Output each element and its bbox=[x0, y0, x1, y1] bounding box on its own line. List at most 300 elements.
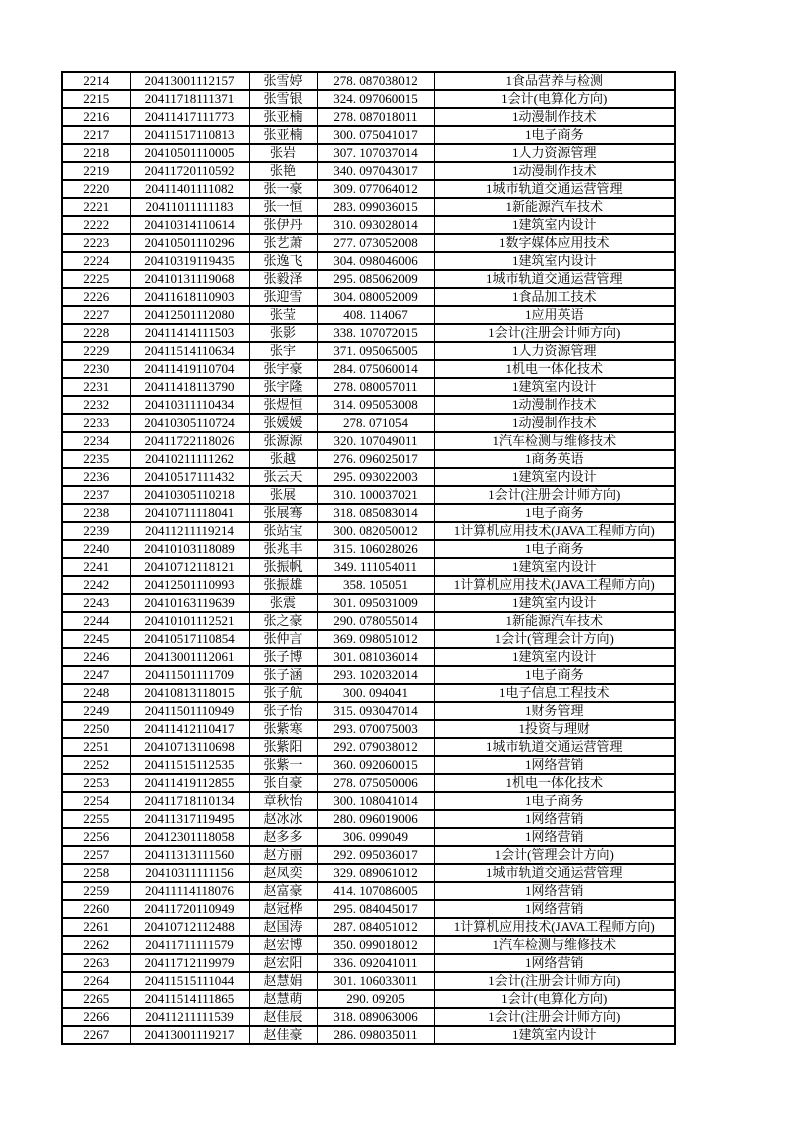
cell-exam-number: 20411514111865 bbox=[130, 990, 249, 1008]
cell-seq: 2214 bbox=[62, 72, 130, 90]
cell-major: 1网络营销 bbox=[434, 882, 675, 900]
cell-major: 1投资与理财 bbox=[434, 720, 675, 738]
table-row bbox=[62, 450, 675, 468]
cell-exam-number: 20411517110813 bbox=[130, 126, 249, 144]
cell-seq: 2242 bbox=[62, 576, 130, 594]
cell-exam-number: 20411722118026 bbox=[130, 432, 249, 450]
cell-score: 293. 070075003 bbox=[317, 720, 434, 738]
cell-major: 1会计(注册会计师方向) bbox=[434, 972, 675, 990]
cell-score: 301. 095031009 bbox=[317, 594, 434, 612]
table-row bbox=[62, 828, 675, 846]
cell-score: 307. 107037014 bbox=[317, 144, 434, 162]
cell-score: 286. 098035011 bbox=[317, 1026, 434, 1044]
cell-exam-number: 20411419110704 bbox=[130, 360, 249, 378]
cell-student-name: 张子博 bbox=[249, 648, 317, 666]
cell-student-name: 张亚楠 bbox=[249, 108, 317, 126]
cell-student-name: 张紫一 bbox=[249, 756, 317, 774]
cell-seq: 2216 bbox=[62, 108, 130, 126]
table-row bbox=[62, 738, 675, 756]
cell-major: 1会计(电算化方向) bbox=[434, 990, 675, 1008]
table-row bbox=[62, 486, 675, 504]
cell-score: 276. 096025017 bbox=[317, 450, 434, 468]
cell-score: 290. 09205 bbox=[317, 990, 434, 1008]
cell-score: 324. 097060015 bbox=[317, 90, 434, 108]
cell-major: 1动漫制作技术 bbox=[434, 162, 675, 180]
cell-seq: 2264 bbox=[62, 972, 130, 990]
cell-student-name: 张仲言 bbox=[249, 630, 317, 648]
cell-exam-number: 20410319119435 bbox=[130, 252, 249, 270]
cell-score: 309. 077064012 bbox=[317, 180, 434, 198]
table-row bbox=[62, 900, 675, 918]
cell-score: 320. 107049011 bbox=[317, 432, 434, 450]
cell-exam-number: 20411720110949 bbox=[130, 900, 249, 918]
cell-seq: 2263 bbox=[62, 954, 130, 972]
cell-seq: 2232 bbox=[62, 396, 130, 414]
table-row bbox=[62, 846, 675, 864]
table-row bbox=[62, 234, 675, 252]
cell-exam-number: 20410305110218 bbox=[130, 486, 249, 504]
cell-seq: 2215 bbox=[62, 90, 130, 108]
cell-major: 1建筑室内设计 bbox=[434, 594, 675, 612]
cell-student-name: 赵宏博 bbox=[249, 936, 317, 954]
cell-student-name: 张宇 bbox=[249, 342, 317, 360]
table-row bbox=[62, 810, 675, 828]
cell-major: 1财务管理 bbox=[434, 702, 675, 720]
cell-student-name: 张迎雪 bbox=[249, 288, 317, 306]
cell-student-name: 张紫寒 bbox=[249, 720, 317, 738]
table-row bbox=[62, 324, 675, 342]
cell-student-name: 赵多多 bbox=[249, 828, 317, 846]
table-row bbox=[62, 540, 675, 558]
cell-score: 295. 085062009 bbox=[317, 270, 434, 288]
cell-major: 1食品加工技术 bbox=[434, 288, 675, 306]
cell-major: 1网络营销 bbox=[434, 954, 675, 972]
table-row bbox=[62, 684, 675, 702]
cell-seq: 2245 bbox=[62, 630, 130, 648]
cell-student-name: 张兆丰 bbox=[249, 540, 317, 558]
table-row bbox=[62, 558, 675, 576]
cell-student-name: 张一豪 bbox=[249, 180, 317, 198]
cell-exam-number: 20411011111183 bbox=[130, 198, 249, 216]
cell-seq: 2230 bbox=[62, 360, 130, 378]
cell-exam-number: 20410311110434 bbox=[130, 396, 249, 414]
cell-score: 278. 080057011 bbox=[317, 378, 434, 396]
cell-seq: 2260 bbox=[62, 900, 130, 918]
cell-score: 408. 114067 bbox=[317, 306, 434, 324]
cell-major: 1建筑室内设计 bbox=[434, 378, 675, 396]
cell-student-name: 张逸飞 bbox=[249, 252, 317, 270]
cell-student-name: 赵宏阳 bbox=[249, 954, 317, 972]
cell-score: 358. 105051 bbox=[317, 576, 434, 594]
cell-major: 1电子商务 bbox=[434, 126, 675, 144]
results-table bbox=[61, 71, 676, 1045]
table-row bbox=[62, 774, 675, 792]
cell-student-name: 张影 bbox=[249, 324, 317, 342]
cell-student-name: 张子航 bbox=[249, 684, 317, 702]
cell-exam-number: 20410305110724 bbox=[130, 414, 249, 432]
table-row bbox=[62, 504, 675, 522]
cell-score: 278. 087018011 bbox=[317, 108, 434, 126]
table-row bbox=[62, 720, 675, 738]
cell-major: 1机电一体化技术 bbox=[434, 360, 675, 378]
cell-major: 1网络营销 bbox=[434, 756, 675, 774]
table-row bbox=[62, 864, 675, 882]
cell-seq: 2265 bbox=[62, 990, 130, 1008]
cell-major: 1机电一体化技术 bbox=[434, 774, 675, 792]
cell-student-name: 张展骞 bbox=[249, 504, 317, 522]
cell-exam-number: 20410813118015 bbox=[130, 684, 249, 702]
cell-major: 1人力资源管理 bbox=[434, 144, 675, 162]
cell-score: 300. 094041 bbox=[317, 684, 434, 702]
cell-score: 278. 071054 bbox=[317, 414, 434, 432]
cell-seq: 2249 bbox=[62, 702, 130, 720]
cell-student-name: 张源源 bbox=[249, 432, 317, 450]
cell-student-name: 张震 bbox=[249, 594, 317, 612]
cell-score: 338. 107072015 bbox=[317, 324, 434, 342]
cell-score: 304. 098046006 bbox=[317, 252, 434, 270]
cell-student-name: 张毅泽 bbox=[249, 270, 317, 288]
cell-student-name: 赵慧娟 bbox=[249, 972, 317, 990]
cell-score: 278. 087038012 bbox=[317, 72, 434, 90]
cell-seq: 2246 bbox=[62, 648, 130, 666]
cell-major: 1建筑室内设计 bbox=[434, 252, 675, 270]
cell-student-name: 赵国涛 bbox=[249, 918, 317, 936]
cell-score: 300. 108041014 bbox=[317, 792, 434, 810]
cell-major: 1电子商务 bbox=[434, 792, 675, 810]
cell-score: 310. 093028014 bbox=[317, 216, 434, 234]
cell-seq: 2243 bbox=[62, 594, 130, 612]
cell-score: 293. 102032014 bbox=[317, 666, 434, 684]
table-row bbox=[62, 882, 675, 900]
cell-major: 1会计(管理会计方向) bbox=[434, 846, 675, 864]
cell-student-name: 赵佳辰 bbox=[249, 1008, 317, 1026]
table-row bbox=[62, 666, 675, 684]
table-row bbox=[62, 216, 675, 234]
cell-seq: 2258 bbox=[62, 864, 130, 882]
cell-exam-number: 20411114118076 bbox=[130, 882, 249, 900]
table-row bbox=[62, 270, 675, 288]
cell-score: 336. 092041011 bbox=[317, 954, 434, 972]
cell-student-name: 张亚楠 bbox=[249, 126, 317, 144]
cell-score: 277. 073052008 bbox=[317, 234, 434, 252]
cell-major: 1电子商务 bbox=[434, 540, 675, 558]
cell-seq: 2254 bbox=[62, 792, 130, 810]
cell-score: 369. 098051012 bbox=[317, 630, 434, 648]
table-row bbox=[62, 252, 675, 270]
cell-major: 1电子信息工程技术 bbox=[434, 684, 675, 702]
cell-score: 292. 095036017 bbox=[317, 846, 434, 864]
cell-exam-number: 20411720110592 bbox=[130, 162, 249, 180]
cell-seq: 2217 bbox=[62, 126, 130, 144]
table-row bbox=[62, 288, 675, 306]
cell-exam-number: 20410103118089 bbox=[130, 540, 249, 558]
cell-seq: 2251 bbox=[62, 738, 130, 756]
cell-exam-number: 20410501110296 bbox=[130, 234, 249, 252]
cell-major: 1新能源汽车技术 bbox=[434, 612, 675, 630]
cell-seq: 2259 bbox=[62, 882, 130, 900]
cell-student-name: 赵冰冰 bbox=[249, 810, 317, 828]
cell-student-name: 赵凤奕 bbox=[249, 864, 317, 882]
cell-seq: 2218 bbox=[62, 144, 130, 162]
cell-student-name: 赵佳豪 bbox=[249, 1026, 317, 1044]
cell-score: 315. 106028026 bbox=[317, 540, 434, 558]
cell-score: 283. 099036015 bbox=[317, 198, 434, 216]
cell-student-name: 张媛媛 bbox=[249, 414, 317, 432]
table-row bbox=[62, 108, 675, 126]
table-row bbox=[62, 1008, 675, 1026]
cell-score: 292. 079038012 bbox=[317, 738, 434, 756]
cell-exam-number: 20411412110417 bbox=[130, 720, 249, 738]
cell-seq: 2238 bbox=[62, 504, 130, 522]
cell-exam-number: 20410712112488 bbox=[130, 918, 249, 936]
cell-score: 301. 106033011 bbox=[317, 972, 434, 990]
cell-exam-number: 20411419112855 bbox=[130, 774, 249, 792]
cell-exam-number: 20413001119217 bbox=[130, 1026, 249, 1044]
cell-major: 1汽车检测与维修技术 bbox=[434, 936, 675, 954]
cell-score: 340. 097043017 bbox=[317, 162, 434, 180]
cell-student-name: 张雪银 bbox=[249, 90, 317, 108]
table-row bbox=[62, 1026, 675, 1044]
cell-student-name: 张伊丹 bbox=[249, 216, 317, 234]
table-row bbox=[62, 342, 675, 360]
cell-major: 1电子商务 bbox=[434, 666, 675, 684]
cell-student-name: 张宇豪 bbox=[249, 360, 317, 378]
cell-score: 350. 099018012 bbox=[317, 936, 434, 954]
table-row bbox=[62, 918, 675, 936]
cell-student-name: 张岩 bbox=[249, 144, 317, 162]
results-table-body bbox=[62, 72, 675, 1044]
cell-major: 1网络营销 bbox=[434, 900, 675, 918]
cell-seq: 2219 bbox=[62, 162, 130, 180]
cell-exam-number: 20410163119639 bbox=[130, 594, 249, 612]
cell-seq: 2241 bbox=[62, 558, 130, 576]
cell-score: 306. 099049 bbox=[317, 828, 434, 846]
cell-score: 318. 085083014 bbox=[317, 504, 434, 522]
cell-major: 1建筑室内设计 bbox=[434, 558, 675, 576]
table-row bbox=[62, 702, 675, 720]
cell-seq: 2228 bbox=[62, 324, 130, 342]
cell-seq: 2223 bbox=[62, 234, 130, 252]
cell-score: 304. 080052009 bbox=[317, 288, 434, 306]
cell-student-name: 张艳 bbox=[249, 162, 317, 180]
cell-major: 1会计(注册会计师方向) bbox=[434, 486, 675, 504]
cell-seq: 2236 bbox=[62, 468, 130, 486]
cell-major: 1会计(注册会计师方向) bbox=[434, 324, 675, 342]
cell-exam-number: 20410311111156 bbox=[130, 864, 249, 882]
cell-seq: 2255 bbox=[62, 810, 130, 828]
cell-major: 1会计(管理会计方向) bbox=[434, 630, 675, 648]
cell-major: 1建筑室内设计 bbox=[434, 648, 675, 666]
cell-score: 278. 075050006 bbox=[317, 774, 434, 792]
cell-major: 1网络营销 bbox=[434, 810, 675, 828]
cell-major: 1商务英语 bbox=[434, 450, 675, 468]
cell-major: 1网络营销 bbox=[434, 828, 675, 846]
cell-seq: 2252 bbox=[62, 756, 130, 774]
cell-student-name: 赵富豪 bbox=[249, 882, 317, 900]
cell-exam-number: 20412501110993 bbox=[130, 576, 249, 594]
cell-major: 1动漫制作技术 bbox=[434, 108, 675, 126]
cell-exam-number: 20410314110614 bbox=[130, 216, 249, 234]
cell-seq: 2240 bbox=[62, 540, 130, 558]
table-row bbox=[62, 90, 675, 108]
cell-score: 310. 100037021 bbox=[317, 486, 434, 504]
cell-major: 1电子商务 bbox=[434, 504, 675, 522]
cell-major: 1城市轨道交通运营管理 bbox=[434, 270, 675, 288]
cell-score: 360. 092060015 bbox=[317, 756, 434, 774]
cell-score: 349. 111054011 bbox=[317, 558, 434, 576]
cell-seq: 2227 bbox=[62, 306, 130, 324]
table-row bbox=[62, 990, 675, 1008]
cell-major: 1城市轨道交通运营管理 bbox=[434, 864, 675, 882]
cell-student-name: 张站宝 bbox=[249, 522, 317, 540]
cell-seq: 2256 bbox=[62, 828, 130, 846]
cell-student-name: 张展 bbox=[249, 486, 317, 504]
table-row bbox=[62, 954, 675, 972]
cell-score: 300. 075041017 bbox=[317, 126, 434, 144]
cell-major: 1汽车检测与维修技术 bbox=[434, 432, 675, 450]
cell-seq: 2234 bbox=[62, 432, 130, 450]
cell-seq: 2237 bbox=[62, 486, 130, 504]
cell-student-name: 赵方丽 bbox=[249, 846, 317, 864]
cell-student-name: 赵慧萌 bbox=[249, 990, 317, 1008]
cell-seq: 2266 bbox=[62, 1008, 130, 1026]
cell-student-name: 张雪婷 bbox=[249, 72, 317, 90]
table-row bbox=[62, 144, 675, 162]
cell-exam-number: 20411417111773 bbox=[130, 108, 249, 126]
cell-seq: 2233 bbox=[62, 414, 130, 432]
table-row bbox=[62, 126, 675, 144]
cell-seq: 2224 bbox=[62, 252, 130, 270]
cell-seq: 2239 bbox=[62, 522, 130, 540]
table-row bbox=[62, 306, 675, 324]
cell-major: 1城市轨道交通运营管理 bbox=[434, 738, 675, 756]
cell-score: 280. 096019006 bbox=[317, 810, 434, 828]
cell-exam-number: 20411514110634 bbox=[130, 342, 249, 360]
cell-exam-number: 20411211111539 bbox=[130, 1008, 249, 1026]
cell-student-name: 张宇隆 bbox=[249, 378, 317, 396]
table-row bbox=[62, 378, 675, 396]
cell-exam-number: 20411317119495 bbox=[130, 810, 249, 828]
cell-seq: 2257 bbox=[62, 846, 130, 864]
cell-major: 1人力资源管理 bbox=[434, 342, 675, 360]
cell-major: 1食品营养与检测 bbox=[434, 72, 675, 90]
table-row bbox=[62, 180, 675, 198]
cell-exam-number: 20413001112157 bbox=[130, 72, 249, 90]
cell-student-name: 张煜恒 bbox=[249, 396, 317, 414]
cell-student-name: 张莹 bbox=[249, 306, 317, 324]
cell-exam-number: 20412501112080 bbox=[130, 306, 249, 324]
cell-student-name: 张子涵 bbox=[249, 666, 317, 684]
cell-exam-number: 20411414111503 bbox=[130, 324, 249, 342]
cell-seq: 2226 bbox=[62, 288, 130, 306]
table-row bbox=[62, 522, 675, 540]
cell-score: 329. 089061012 bbox=[317, 864, 434, 882]
table-row bbox=[62, 432, 675, 450]
cell-student-name: 张振帆 bbox=[249, 558, 317, 576]
cell-seq: 2262 bbox=[62, 936, 130, 954]
cell-exam-number: 20411712119979 bbox=[130, 954, 249, 972]
cell-major: 1动漫制作技术 bbox=[434, 396, 675, 414]
table-row bbox=[62, 630, 675, 648]
cell-exam-number: 20410517110854 bbox=[130, 630, 249, 648]
cell-seq: 2220 bbox=[62, 180, 130, 198]
cell-student-name: 章秋怡 bbox=[249, 792, 317, 810]
cell-exam-number: 20413001112061 bbox=[130, 648, 249, 666]
cell-seq: 2267 bbox=[62, 1026, 130, 1044]
cell-exam-number: 20412301118058 bbox=[130, 828, 249, 846]
table-row bbox=[62, 612, 675, 630]
table-row bbox=[62, 162, 675, 180]
table-row bbox=[62, 594, 675, 612]
cell-major: 1计算机应用技术(JAVA工程师方向) bbox=[434, 918, 675, 936]
cell-exam-number: 20411313111560 bbox=[130, 846, 249, 864]
cell-score: 414. 107086005 bbox=[317, 882, 434, 900]
cell-major: 1建筑室内设计 bbox=[434, 1026, 675, 1044]
table-row bbox=[62, 972, 675, 990]
cell-student-name: 张一恒 bbox=[249, 198, 317, 216]
cell-student-name: 张艺萧 bbox=[249, 234, 317, 252]
cell-score: 314. 095053008 bbox=[317, 396, 434, 414]
cell-student-name: 张云天 bbox=[249, 468, 317, 486]
cell-major: 1会计(电算化方向) bbox=[434, 90, 675, 108]
cell-exam-number: 20410211111262 bbox=[130, 450, 249, 468]
cell-score: 300. 082050012 bbox=[317, 522, 434, 540]
cell-major: 1计算机应用技术(JAVA工程师方向) bbox=[434, 522, 675, 540]
cell-score: 301. 081036014 bbox=[317, 648, 434, 666]
cell-exam-number: 20411515112535 bbox=[130, 756, 249, 774]
cell-student-name: 张振雄 bbox=[249, 576, 317, 594]
cell-score: 295. 084045017 bbox=[317, 900, 434, 918]
cell-exam-number: 20410501110005 bbox=[130, 144, 249, 162]
cell-major: 1动漫制作技术 bbox=[434, 414, 675, 432]
cell-seq: 2222 bbox=[62, 216, 130, 234]
cell-student-name: 张之豪 bbox=[249, 612, 317, 630]
table-row bbox=[62, 396, 675, 414]
cell-major: 1建筑室内设计 bbox=[434, 468, 675, 486]
cell-exam-number: 20411401111082 bbox=[130, 180, 249, 198]
cell-seq: 2253 bbox=[62, 774, 130, 792]
table-row bbox=[62, 72, 675, 90]
cell-exam-number: 20410101112521 bbox=[130, 612, 249, 630]
cell-exam-number: 20411711111579 bbox=[130, 936, 249, 954]
cell-exam-number: 20410711118041 bbox=[130, 504, 249, 522]
cell-exam-number: 20411618110903 bbox=[130, 288, 249, 306]
table-row bbox=[62, 792, 675, 810]
cell-exam-number: 20410712118121 bbox=[130, 558, 249, 576]
cell-seq: 2250 bbox=[62, 720, 130, 738]
cell-seq: 2244 bbox=[62, 612, 130, 630]
cell-score: 295. 093022003 bbox=[317, 468, 434, 486]
cell-exam-number: 20411718111371 bbox=[130, 90, 249, 108]
cell-major: 1城市轨道交通运营管理 bbox=[434, 180, 675, 198]
cell-exam-number: 20411211119214 bbox=[130, 522, 249, 540]
cell-exam-number: 20410131119068 bbox=[130, 270, 249, 288]
cell-seq: 2229 bbox=[62, 342, 130, 360]
cell-exam-number: 20411515111044 bbox=[130, 972, 249, 990]
table-row bbox=[62, 414, 675, 432]
cell-student-name: 张自豪 bbox=[249, 774, 317, 792]
cell-exam-number: 20411501110949 bbox=[130, 702, 249, 720]
cell-student-name: 赵冠桦 bbox=[249, 900, 317, 918]
cell-exam-number: 20411418113790 bbox=[130, 378, 249, 396]
table-row bbox=[62, 576, 675, 594]
cell-score: 371. 095065005 bbox=[317, 342, 434, 360]
table-row bbox=[62, 756, 675, 774]
cell-major: 1应用英语 bbox=[434, 306, 675, 324]
table-row bbox=[62, 936, 675, 954]
cell-exam-number: 20411501111709 bbox=[130, 666, 249, 684]
cell-seq: 2248 bbox=[62, 684, 130, 702]
